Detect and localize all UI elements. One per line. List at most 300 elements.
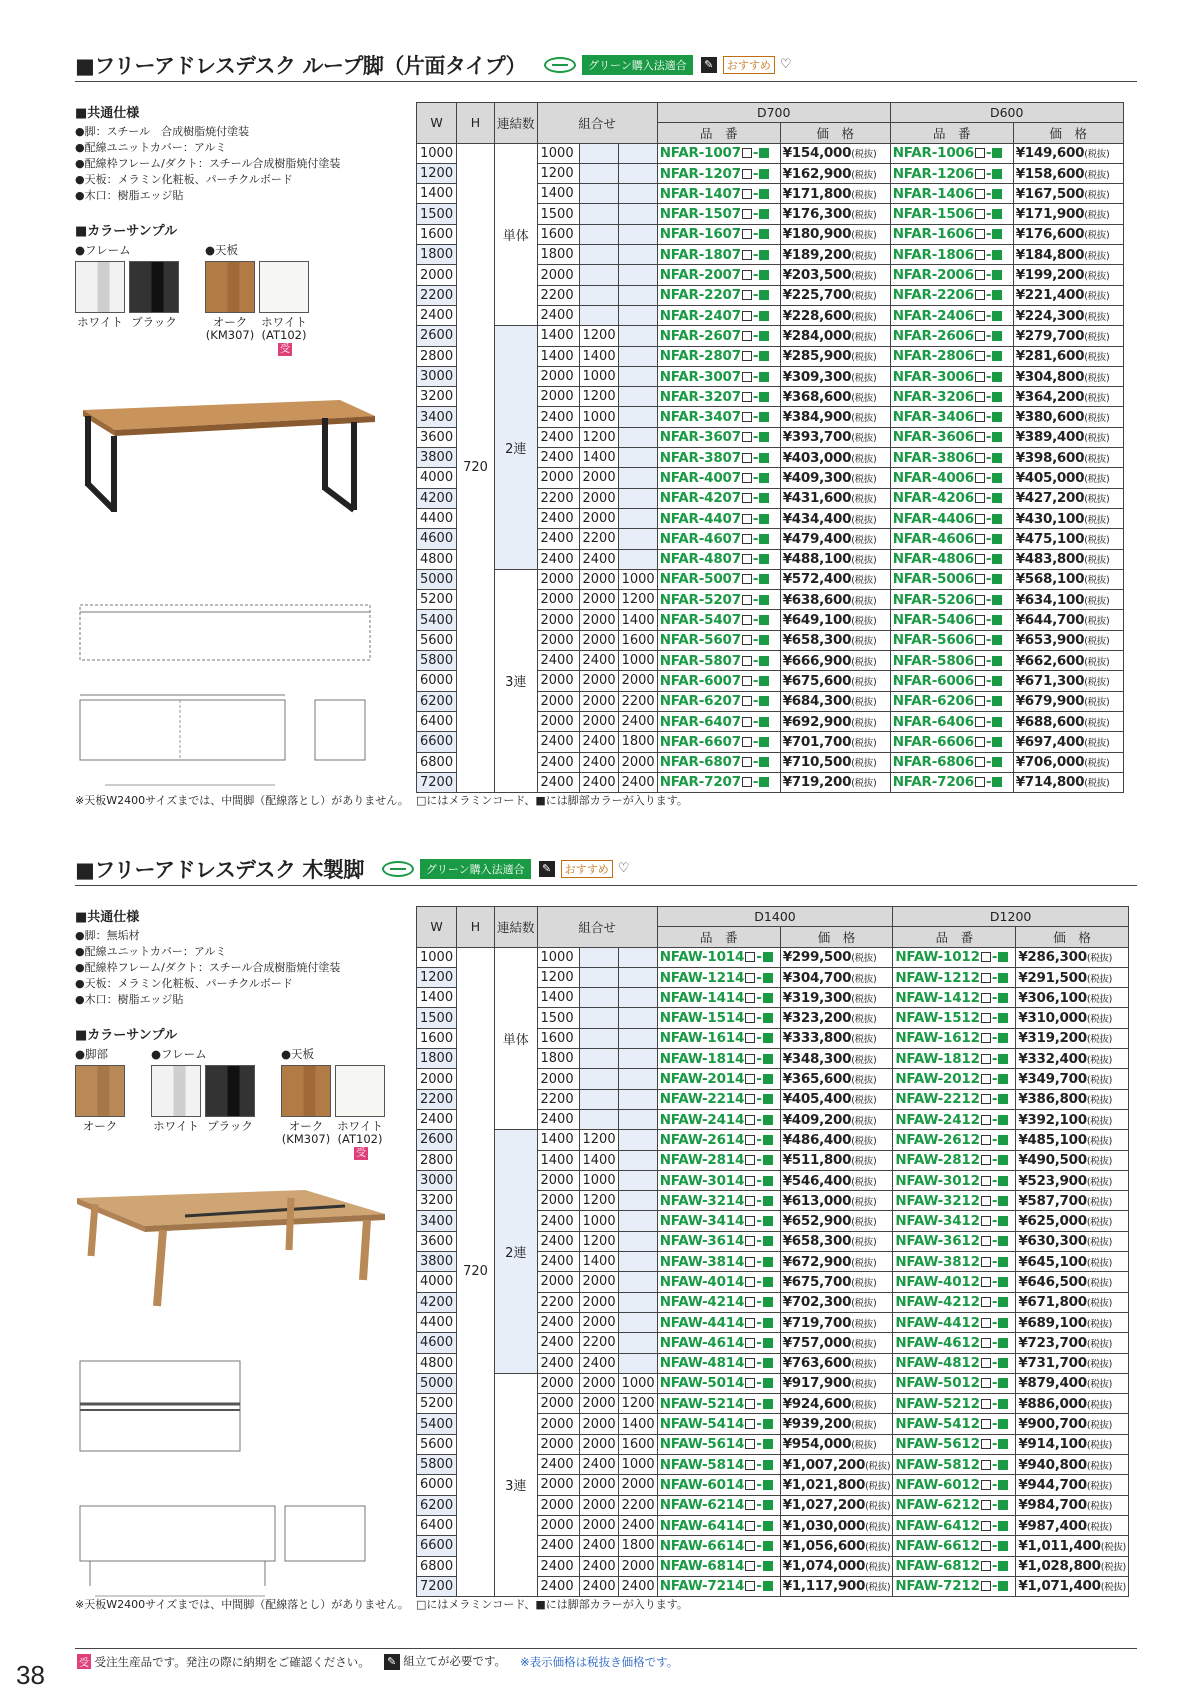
leg-color-box: [998, 993, 1008, 1003]
leg-color-box: [998, 1115, 1008, 1125]
width-cell: 1000: [417, 143, 457, 163]
width-cell: 3000: [417, 366, 457, 386]
dash: -: [756, 1517, 762, 1534]
product-code-cell: [893, 1434, 1016, 1454]
table-note-left: ※天板W2400サイズまでは、中間脚（配線落とし）がありません。: [75, 794, 409, 807]
price: ¥1,074,000: [782, 1558, 866, 1575]
product-code-cell: [657, 630, 780, 650]
tax-label: (税抜): [851, 953, 877, 965]
price: ¥299,500: [782, 949, 852, 966]
width-cell: 3400: [417, 407, 457, 427]
leg-color-box: [759, 473, 769, 483]
tax-label: (税抜): [1084, 595, 1110, 607]
color-items: [75, 1065, 125, 1133]
swatch-code: (AT102)受: [337, 1132, 383, 1159]
spec-panel: [75, 102, 395, 356]
product-code: NFAR-6807: [659, 754, 741, 771]
dash: -: [985, 429, 992, 446]
product-code: NFAR-4407: [659, 510, 741, 527]
price-cell: [780, 1312, 893, 1332]
melamine-code-box: [745, 1236, 755, 1246]
width-cell: 5200: [417, 590, 457, 610]
product-code-cell: [890, 285, 1013, 305]
price: ¥702,300: [782, 1294, 852, 1311]
product-code: NFAR-1406: [892, 185, 974, 202]
combo-cell: [618, 184, 657, 204]
tax-label: (税抜): [1084, 331, 1110, 343]
combo-cell: 2000: [537, 366, 579, 386]
leg-color-box: [992, 473, 1002, 483]
product-code-cell: [657, 387, 780, 407]
combo-cell: [618, 1231, 657, 1251]
price: ¥939,200: [782, 1416, 852, 1433]
product-code-cell: [657, 468, 780, 488]
leg-color-box: [759, 412, 769, 422]
price: ¥523,900: [1018, 1172, 1087, 1189]
melamine-code-box: [981, 1460, 991, 1470]
leg-color-box: [759, 209, 769, 219]
product-code-cell: [657, 1130, 780, 1150]
width-cell: 2400: [417, 1109, 457, 1129]
width-cell: 6200: [417, 1495, 457, 1515]
price-cell: [780, 569, 890, 589]
melamine-code-box: [981, 1358, 991, 1368]
combo-cell: 1800: [618, 732, 657, 752]
color-group: [205, 242, 309, 356]
price-cell: [780, 143, 890, 163]
combo-cell: [618, 549, 657, 569]
melamine-code-box: [975, 777, 985, 787]
leg-color-box: [992, 189, 1002, 199]
price-cell: [780, 265, 890, 285]
melamine-code-box: [975, 534, 985, 544]
dash: -: [985, 632, 992, 649]
combo-cell: 2000: [579, 1434, 618, 1454]
combo-cell: 1200: [618, 590, 657, 610]
price: ¥672,900: [782, 1253, 852, 1270]
dash: -: [985, 348, 992, 365]
price-cell: [780, 1069, 893, 1089]
combo-cell: [618, 508, 657, 528]
combo-cell: [579, 988, 618, 1008]
recommend-badge: おすすめ: [561, 860, 613, 878]
price-cell: [780, 610, 890, 630]
combo-cell: [618, 529, 657, 549]
width-cell: 4000: [417, 1272, 457, 1292]
width-cell: 2600: [417, 1130, 457, 1150]
price: ¥719,200: [782, 774, 852, 791]
assembly-icon: ✎: [539, 861, 555, 877]
width-cell: 2200: [417, 285, 457, 305]
combo-cell: 2000: [579, 1312, 618, 1332]
dash: -: [991, 1537, 998, 1554]
tax-label: (税抜): [1084, 392, 1110, 404]
combo-cell: 1400: [579, 346, 618, 366]
width-cell: 3800: [417, 448, 457, 468]
tax-label: (税抜): [1086, 1014, 1113, 1026]
product-code-cell: [657, 427, 780, 447]
combo-cell: 1800: [618, 1536, 657, 1556]
dash: -: [991, 1476, 998, 1493]
header-count: 連結数: [495, 907, 538, 948]
melamine-code-box: [745, 993, 755, 1003]
header-price: 価 格: [1016, 927, 1129, 947]
price-cell: [1016, 1252, 1129, 1272]
combo-cell: 2200: [579, 1333, 618, 1353]
product-code-cell: [890, 143, 1013, 163]
leg-color-box: [992, 534, 1002, 544]
melamine-code-box: [745, 1155, 755, 1165]
height-cell: 720: [457, 947, 495, 1597]
leg-color-box: [763, 993, 773, 1003]
product-code: NFAR-1806: [892, 246, 974, 263]
dash: -: [752, 551, 759, 568]
product-code: NFAW-5214: [659, 1395, 745, 1412]
price: ¥386,800: [1018, 1091, 1087, 1108]
tax-label: (税抜): [851, 473, 877, 485]
product-code-cell: [657, 610, 780, 630]
combo-cell: 2000: [537, 1191, 579, 1211]
melamine-code-box: [745, 1033, 755, 1043]
product-code: NFAW-4214: [659, 1294, 745, 1311]
product-code: NFAW-1612: [895, 1030, 980, 1047]
tax-label: (税抜): [1086, 973, 1113, 985]
melamine-code-box: [975, 656, 985, 666]
leg-color-box: [763, 1581, 773, 1591]
price: ¥203,500: [782, 267, 852, 284]
tax-label: (税抜): [1086, 1298, 1113, 1310]
price: ¥940,800: [1018, 1456, 1087, 1473]
product-code: NFAW-4212: [895, 1294, 980, 1311]
product-code: NFAR-5207: [659, 591, 741, 608]
tax-label: (税抜): [1084, 473, 1110, 485]
price-cell: [780, 691, 890, 711]
combo-cell: 2400: [579, 772, 618, 792]
combo-cell: 2400: [537, 1333, 579, 1353]
product-code-cell: [890, 671, 1013, 691]
combo-cell: [579, 1049, 618, 1069]
price: ¥688,600: [1015, 713, 1085, 730]
table-row: [417, 326, 1124, 346]
leg-color-box: [992, 432, 1002, 442]
product-code: NFAW-5414: [659, 1416, 745, 1433]
combo-cell: 1800: [537, 1049, 579, 1069]
combo-cell: [618, 204, 657, 224]
melamine-code-box: [975, 473, 985, 483]
price-cell: [780, 1272, 893, 1292]
dash: -: [991, 1375, 998, 1392]
leg-color-box: [998, 1094, 1008, 1104]
product-code-cell: [657, 691, 780, 711]
product-code-cell: [890, 265, 1013, 285]
product-code: NFAR-4406: [892, 510, 974, 527]
dash: -: [985, 449, 992, 466]
price: ¥392,100: [1018, 1111, 1087, 1128]
melamine-code-box: [981, 1378, 991, 1388]
product-code: NFAW-5014: [659, 1375, 745, 1392]
melamine-code-box: [975, 493, 985, 503]
link-count-cell: 2連: [495, 326, 538, 570]
leg-color-box: [992, 290, 1002, 300]
width-cell: 5600: [417, 630, 457, 650]
swatch-chip: [259, 261, 309, 313]
product-code-cell: [893, 1576, 1016, 1596]
combo-cell: 1400: [537, 1150, 579, 1170]
price-cell: [1016, 1373, 1129, 1393]
price: ¥675,700: [782, 1273, 852, 1290]
product-code-cell: [890, 366, 1013, 386]
width-cell: 4200: [417, 488, 457, 508]
product-code-cell: [657, 1272, 780, 1292]
price-cell: [780, 1414, 893, 1434]
product-code-cell: [657, 204, 780, 224]
product-code: NFAW-2214: [659, 1091, 745, 1108]
price-cell: [780, 1109, 893, 1129]
dash: -: [752, 632, 759, 649]
section-wood-leg: [75, 856, 1137, 1611]
combo-cell: 1200: [579, 1231, 618, 1251]
tax-label: (税抜): [851, 758, 877, 770]
dash: -: [991, 1395, 998, 1412]
product-code: NFAW-2212: [895, 1091, 980, 1108]
melamine-code-box: [745, 1196, 755, 1206]
tax-label: (税抜): [851, 372, 877, 384]
color-swatch: [259, 261, 309, 356]
width-cell: 4200: [417, 1292, 457, 1312]
leg-color-box: [992, 169, 1002, 179]
price-cell: [1016, 967, 1129, 987]
combo-cell: 2000: [579, 1515, 618, 1535]
price-cell: [780, 1049, 893, 1069]
leg-color-box: [763, 1236, 773, 1246]
product-code-cell: [657, 752, 780, 772]
dash: -: [985, 165, 992, 182]
section-title: ■フリーアドレスデスク ループ脚（片面タイプ）: [75, 53, 526, 78]
melamine-code-box: [981, 1115, 991, 1125]
price-cell: [1016, 1049, 1129, 1069]
dash: -: [991, 1091, 998, 1108]
color-title: ■カラーサンプル: [75, 224, 178, 239]
combo-cell: 1400: [579, 448, 618, 468]
combo-cell: [579, 224, 618, 244]
leg-color-box: [759, 372, 769, 382]
melamine-code-box: [745, 1561, 755, 1571]
price-cell: [780, 630, 890, 650]
product-code-cell: [657, 1252, 780, 1272]
tax-label: (税抜): [851, 149, 877, 161]
tax-label: (税抜): [851, 433, 877, 445]
melamine-code-box: [745, 1521, 755, 1531]
price-cell: [780, 1089, 893, 1109]
product-code: NFAW-6614: [659, 1537, 745, 1554]
header-w: W: [417, 907, 457, 948]
leg-color-box: [992, 392, 1002, 402]
product-code-cell: [893, 1191, 1016, 1211]
spec-item: ●木口：樹脂エッジ貼: [75, 189, 184, 202]
combo-cell: [579, 245, 618, 265]
product-code-cell: [890, 245, 1013, 265]
product-code: NFAR-4206: [892, 490, 974, 507]
dash: -: [985, 327, 992, 344]
dash: -: [991, 1071, 998, 1088]
width-cell: 4800: [417, 1353, 457, 1373]
product-code: NFAW-1412: [895, 989, 980, 1006]
tax-label: (税抜): [851, 697, 877, 709]
tax-label: (税抜): [865, 1521, 891, 1533]
product-code: NFAR-1206: [892, 165, 974, 182]
product-code-cell: [657, 326, 780, 346]
dash: -: [991, 1517, 998, 1534]
price-cell: [1013, 427, 1123, 447]
product-code: NFAR-5606: [892, 632, 974, 649]
product-code-cell: [657, 407, 780, 427]
leg-color-box: [998, 1013, 1008, 1023]
price-cell: [1013, 711, 1123, 731]
combo-cell: 2000: [537, 590, 579, 610]
product-code: NFAR-2406: [892, 307, 974, 324]
price-cell: [780, 1008, 893, 1028]
price: ¥284,000: [782, 327, 852, 344]
dash: -: [991, 1416, 998, 1433]
price: ¥511,800: [782, 1152, 852, 1169]
product-code-cell: [657, 529, 780, 549]
price-cell: [1016, 1231, 1129, 1251]
product-code: NFAR-2806: [892, 348, 974, 365]
tax-label: (税抜): [851, 1440, 877, 1452]
tax-label: (税抜): [1086, 1338, 1113, 1350]
price-note: ※表示価格は税抜き価格です。: [519, 1654, 679, 1669]
product-code-cell: [657, 732, 780, 752]
product-code-cell: [893, 1130, 1016, 1150]
melamine-code-box: [975, 148, 985, 158]
price-cell: [1016, 1211, 1129, 1231]
melamine-code-box: [975, 574, 985, 584]
combo-cell: [618, 1170, 657, 1190]
product-code: NFAW-6412: [895, 1517, 980, 1534]
spec-list: [75, 124, 395, 204]
dash: -: [756, 1537, 762, 1554]
price-cell: [1013, 732, 1123, 752]
melamine-code-box: [975, 331, 985, 341]
leg-color-box: [759, 169, 769, 179]
melamine-code-box: [742, 432, 752, 442]
product-code-cell: [890, 711, 1013, 731]
price-cell: [1016, 1576, 1129, 1596]
leg-color-box: [763, 1013, 773, 1023]
product-code-cell: [890, 346, 1013, 366]
leg-color-box: [992, 250, 1002, 260]
tax-label: (税抜): [1100, 1582, 1126, 1594]
header-h: H: [457, 103, 495, 144]
product-code: NFAW-6214: [659, 1497, 745, 1514]
dash: -: [991, 1152, 998, 1169]
product-code-cell: [890, 610, 1013, 630]
spec-item: ●配線ユニットカバー：アルミ: [75, 945, 227, 958]
product-code: NFAR-6607: [659, 733, 741, 750]
product-code-cell: [893, 1333, 1016, 1353]
leg-color-box: [763, 1054, 773, 1064]
dash: -: [991, 1111, 998, 1128]
product-code: NFAR-6606: [892, 733, 974, 750]
link-count-cell: 単体: [495, 143, 538, 326]
product-code: NFAW-1514: [659, 1010, 745, 1027]
dash: -: [756, 1111, 762, 1128]
product-code-cell: [657, 671, 780, 691]
melamine-code-box: [742, 372, 752, 382]
dash: -: [991, 1294, 998, 1311]
price-cell: [1013, 569, 1123, 589]
product-code: NFAW-1512: [895, 1010, 980, 1027]
tax-label: (税抜): [1084, 636, 1110, 648]
product-code: NFAR-6206: [892, 693, 974, 710]
product-code-cell: [893, 1495, 1016, 1515]
product-code-cell: [657, 163, 780, 183]
swatch-name: オーク: [288, 1119, 324, 1133]
melamine-code-box: [745, 1581, 755, 1591]
combo-cell: 2400: [618, 1576, 657, 1596]
spec-item: ●配線枠フレーム/ダクト：スチール合成樹脂焼付塗装: [75, 157, 341, 170]
melamine-code-box: [745, 973, 755, 983]
combo-cell: [618, 1191, 657, 1211]
dash: -: [756, 1253, 762, 1270]
table-row: [417, 1130, 1129, 1150]
product-code: NFAW-7214: [659, 1578, 745, 1595]
width-cell: 1200: [417, 967, 457, 987]
dash: -: [752, 388, 759, 405]
leg-color-box: [763, 1419, 773, 1429]
leg-color-box: [998, 1338, 1008, 1348]
color-swatch: [205, 1065, 255, 1133]
leg-color-box: [998, 1054, 1008, 1064]
width-cell: 6600: [417, 732, 457, 752]
leg-color-box: [998, 1196, 1008, 1206]
combo-cell: 2400: [579, 752, 618, 772]
combo-cell: 2000: [579, 1272, 618, 1292]
price-table-wood: [416, 906, 1129, 1597]
price: ¥984,700: [1018, 1497, 1087, 1514]
dash: -: [756, 1294, 762, 1311]
tax-label: (税抜): [851, 1379, 877, 1391]
price-cell: [1016, 1353, 1129, 1373]
price-cell: [1013, 285, 1123, 305]
swatch-chip: [151, 1065, 201, 1117]
product-code-cell: [893, 1069, 1016, 1089]
combo-cell: [618, 224, 657, 244]
width-cell: 3200: [417, 387, 457, 407]
price: ¥646,500: [1018, 1273, 1087, 1290]
price: ¥572,400: [782, 571, 852, 588]
dash: -: [752, 348, 759, 365]
combo-cell: 2000: [579, 1475, 618, 1495]
dash: -: [756, 1375, 762, 1392]
melamine-code-box: [742, 169, 752, 179]
price-cell: [1013, 549, 1123, 569]
swatch-chip: [205, 1065, 255, 1117]
combo-cell: 1200: [579, 326, 618, 346]
melamine-code-box: [981, 1338, 991, 1348]
product-code-cell: [893, 1455, 1016, 1475]
price: ¥319,200: [1018, 1030, 1087, 1047]
swatch-chip: [129, 261, 179, 313]
dash: -: [991, 969, 998, 986]
color-samples: [75, 1046, 395, 1160]
product-code: NFAW-4414: [659, 1314, 745, 1331]
price: ¥1,030,000: [782, 1517, 866, 1534]
combo-cell: 2000: [618, 671, 657, 691]
price-cell: [1016, 1130, 1129, 1150]
price: ¥167,500: [1015, 185, 1085, 202]
price: ¥701,700: [782, 733, 852, 750]
